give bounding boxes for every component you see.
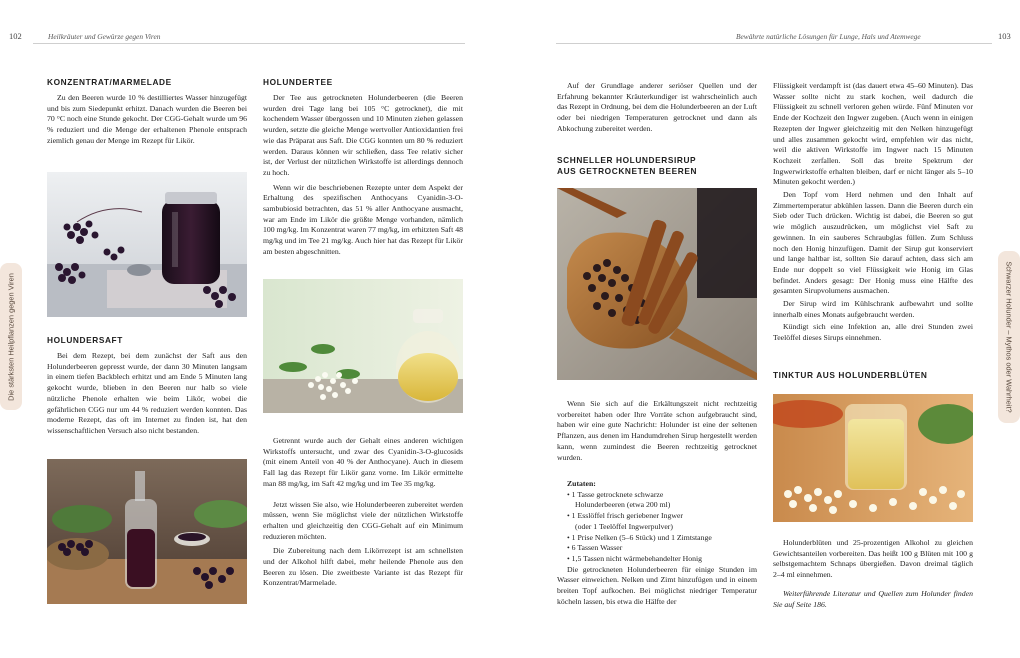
paragraph: Flüssigkeit verdampft ist (das dauert etwa 45–60 Minuten). Das Wasser sollte nicht zu stark kochen, weil dadurch die Flüssigkeit zu schnell verloren gehen würde. Fünf Minuten vor Ende der Kochzeit den Ingwer zugeben. (Auch wenn in einigen Rezepten der Ingwer gleichzeitig mit den Nelken hinzugefügt und alles zusammen gekocht wird, empfehlen wir das nicht, weil die aktiven Wirkstoffe im Ingwer nach 15 Minuten Kochzeit zerfallen. Soll das breite Spektrum der Ingwerwirkstoffe erhalten bleiben, darf er nicht länger als 5–10 Minuten gekocht werden.) — [773, 81, 973, 187]
side-tab-left-label: Die stärksten Heilpflanzen gegen Viren — [6, 272, 16, 401]
heading-holundertee: HOLUNDERTEE — [263, 77, 333, 87]
page-number-left: 102 — [9, 31, 22, 41]
heading-konzentrat: KONZENTRAT/MARMELADE — [47, 77, 172, 87]
side-tab-right-label: Schwarzer Holunder – Mythos oder Wahrheit? — [1004, 261, 1014, 413]
heading-schneller-holundersirup — [557, 155, 757, 176]
ingredients-list — [567, 490, 757, 565]
ingredient-item: • 1 Tasse getrocknete schwarze — [567, 489, 664, 499]
ingredient-item: • 1 Esslöffel frisch geriebener Ingwer — [567, 511, 683, 521]
ingredients-block — [557, 479, 757, 611]
header-rule-right — [556, 43, 992, 44]
paragraph: Die getrockneten Holunderbeeren für einige Stunden im Wasser einweichen. Nelken und Zimt hinzufügen und in einem breiten Topf aufkochen. Bei möglichst niedriger Temperatur köcheln lassen, bis etwa die Hälfte der — [557, 564, 757, 606]
ingredient-item: • 1,5 Tassen nicht wärmebehandelter Honig — [567, 553, 703, 563]
ingredient-item: (oder 1 Teelöffel Ingwerpulver) — [575, 521, 673, 531]
ingredient-item: • 6 Tassen Wasser — [567, 543, 623, 553]
side-tab-left — [0, 263, 22, 410]
page-number-right: 103 — [998, 31, 1011, 41]
text-zubereitung — [773, 81, 973, 346]
paragraph: Jetzt wissen Sie also, wie Holunderbeeren zubereitet werden müssen, wenn Sie möglichst viele der nützlichen Wirkstoffe erhalten und gleichzeitig den CGG-Gehalt auf ein Minimum reduzieren möchten. — [263, 499, 463, 541]
running-head-right: Bewährte natürliche Lösungen für Lunge, Hals und Atemwege — [736, 32, 921, 41]
text-sirup-intro — [557, 399, 757, 467]
text-tinktur — [773, 538, 973, 614]
photo-elderflower-tea — [263, 279, 463, 413]
elderberry-jar-illustration — [47, 172, 247, 317]
ingredient-item: • 1 Prise Nelken (5–6 Stück) und 1 Zimtstange — [567, 532, 712, 542]
running-head-left: Heilkräuter und Gewürze gegen Viren — [48, 32, 161, 41]
elderflower-tincture-illustration — [773, 394, 973, 522]
heading-tinktur: TINKTUR AUS HOLUNDERBLÜTEN — [773, 370, 928, 380]
further-reading-note: Weiterführende Literatur und Quellen zum Holunder finden Sie auf Seite 186. — [773, 588, 973, 609]
paragraph: Auf der Grundlage anderer seriöser Quellen und der Erfahrung bekannter Kräuterkundiger ist wahrscheinlich auch das Rezept in Ordnung, bei dem die Holunderbeeren an der Luft oder bei niedrigen Temperaturen getrocknet und dann als Abkochung zubereitet werden. — [557, 81, 757, 133]
photo-elderberry-jar — [47, 172, 247, 317]
heading-line: SCHNELLER HOLUNDERSIRUP — [557, 155, 697, 165]
ingredient-item: Holunderbeeren (etwa 200 ml) — [575, 500, 671, 510]
text-quellen — [557, 81, 757, 139]
paragraph: Wenn Sie sich auf die Erkältungszeit nicht rechtzeitig vorbereitet haben oder Ihre Vorräte schon aufgebraucht sind, haben wir eine gute Nachricht: Holunder ist eine der seltenen Pflanzen, aus denen im Handumdrehen Sirup hergestellt werden kann, wenn zumindest die Beeren rechtzeitig getrocknet wurden. — [557, 399, 757, 462]
photo-elderberry-bottle — [47, 459, 247, 604]
paragraph: Kündigt sich eine Infektion an, alle drei Stunden zwei Teelöffel dieses Sirups einnehmen. — [773, 322, 973, 343]
elderberry-bottle-illustration — [47, 459, 247, 604]
dried-berries-cinnamon-illustration — [557, 188, 757, 380]
paragraph: Holunderblüten und 25-prozentigen Alkohol zu gleichen Gewichtsanteilen vorbereiten. Das heißt 100 g Blüten mit 100 g selbstgemachtem Schnaps übergießen. Davon dreimal täglich 2–4 ml einnehmen. — [773, 538, 973, 580]
paragraph: Die Zubereitung nach dem Likörrezept ist am schnellsten und der Alkohol hilft dabei, mehr heilende Phenole aus den Beeren zu lösen. Die zweitbeste Variante ist das Rezept für Konzentrat/Marmelade. — [263, 546, 463, 588]
header-rule-left — [33, 43, 465, 44]
text-holundertee — [263, 93, 463, 262]
photo-dried-berries-cinnamon — [557, 188, 757, 380]
paragraph: Getrennt wurde auch der Gehalt eines anderen wichtigen Wirkstoffs untersucht, und zwar des Cyanidin-3-O-glucosids (mit einem Anteil von 40 % der Anthocyane). Auch in diesem Fall lag das Rezept für Likör ganz vorne. Im Likör ermittelte man 88 mg/kg, im Saft 42 mg/kg und im Tee 35 mg/kg. — [263, 436, 463, 488]
text-konzentrat — [47, 93, 247, 151]
heading-holundersaft: HOLUNDERSAFT — [47, 335, 123, 345]
heading-line: AUS GETROCKNETEN BEEREN — [557, 165, 698, 176]
photo-elderflower-tincture — [773, 394, 973, 522]
elderflower-tea-illustration — [263, 279, 463, 413]
paragraph: Zu den Beeren wurde 10 % destilliertes Wasser hinzugefügt und bis zum Siedepunkt erhitzt. Danach wurden die Beeren bei 70 °C noch eine Stunde gekocht. Der CGG-Gehalt wurde um 96 % reduziert und die Menge der erhaltenen Phenole entsprach ziemlich genau der Menge im Rezept für Likör. — [47, 93, 247, 145]
text-wirkstoffe — [263, 436, 463, 593]
paragraph: Der Sirup wird im Kühlschrank aufbewahrt und sollte innerhalb eines Monats aufgebraucht werden. — [773, 299, 973, 319]
paragraph: Wenn wir die beschriebenen Rezepte unter dem Aspekt der Erhaltung des spezifischen Anthocyans Cyanidin-3-O-sambubiosid betrachten, das 51 % aller Anthocyane ausmacht, war am Ende im Likör die größte Menge vorhanden, nämlich 100 mg/kg. Im Konzentrat waren 77 mg/kg, im erhitzten Saft 48 mg/kg und im Tee 21 mg/kg. Auch hier hat das Rezept für Likör am besten abgeschnitten. — [263, 182, 463, 256]
text-holundersaft — [47, 351, 247, 441]
paragraph: Den Topf vom Herd nehmen und den Inhalt auf Zimmertemperatur abkühlen lassen. Dann die Beeren durch ein Sieb oder Tuch drücken. Wichtig ist dabei, die Beeren so gut wie möglich auszudrücken, um möglichst viel Saft zu gewinnen. In ein sauberes Schraubglas füllen. Zum Schluss noch den Honig hinzufügen. Damit der Sirup gut konserviert und lange haltbar ist, sollten Sie darauf achten, dass sich am Ende nur doppelt so viel Flüssigkeit wie Honig im Glas befindet. Anders gesagt: Der Honig muss eine Hälfte des gesamten Sirupvolumens ausmachen. — [773, 190, 973, 296]
paragraph: Bei dem Rezept, bei dem zunächst der Saft aus den Holunderbeeren gepresst wurde, der dann 30 Minuten langsam in einem tiefen Backblech erhitzt und am Ende 5 Minuten lang gekocht wurde, blieben in den Beeren nur halb so viele nützliche Phenole erhalten wie beim Likör, wobei die gefährlichen CGG nur um 44 % reduziert werden konnten. Das moderne Rezept, das oft im Internet zu finden ist, hat den wissenschaftlichen Versuch also nicht bestanden. — [47, 351, 247, 435]
side-tab-right — [998, 251, 1020, 423]
paragraph: Der Tee aus getrockneten Holunderbeeren (die Beeren wurden drei Tage lang bei 105 °C getrocknet), die mit kochendem Wasser übergossen und 10 Minuten ziehen gelassen wurden, setzte die gleiche Menge wertvoller Antioxidantien frei wie das Präparat aus Saft. Die CGG konnten um 80 % reduziert werden. Daraus können wir schließen, dass Tee relativ sicher ist, der Verlust der nützlichen Wirkstoffe ist allerdings dennoch zu hoch. — [263, 93, 463, 177]
ingredients-label: Zutaten: — [567, 479, 596, 488]
